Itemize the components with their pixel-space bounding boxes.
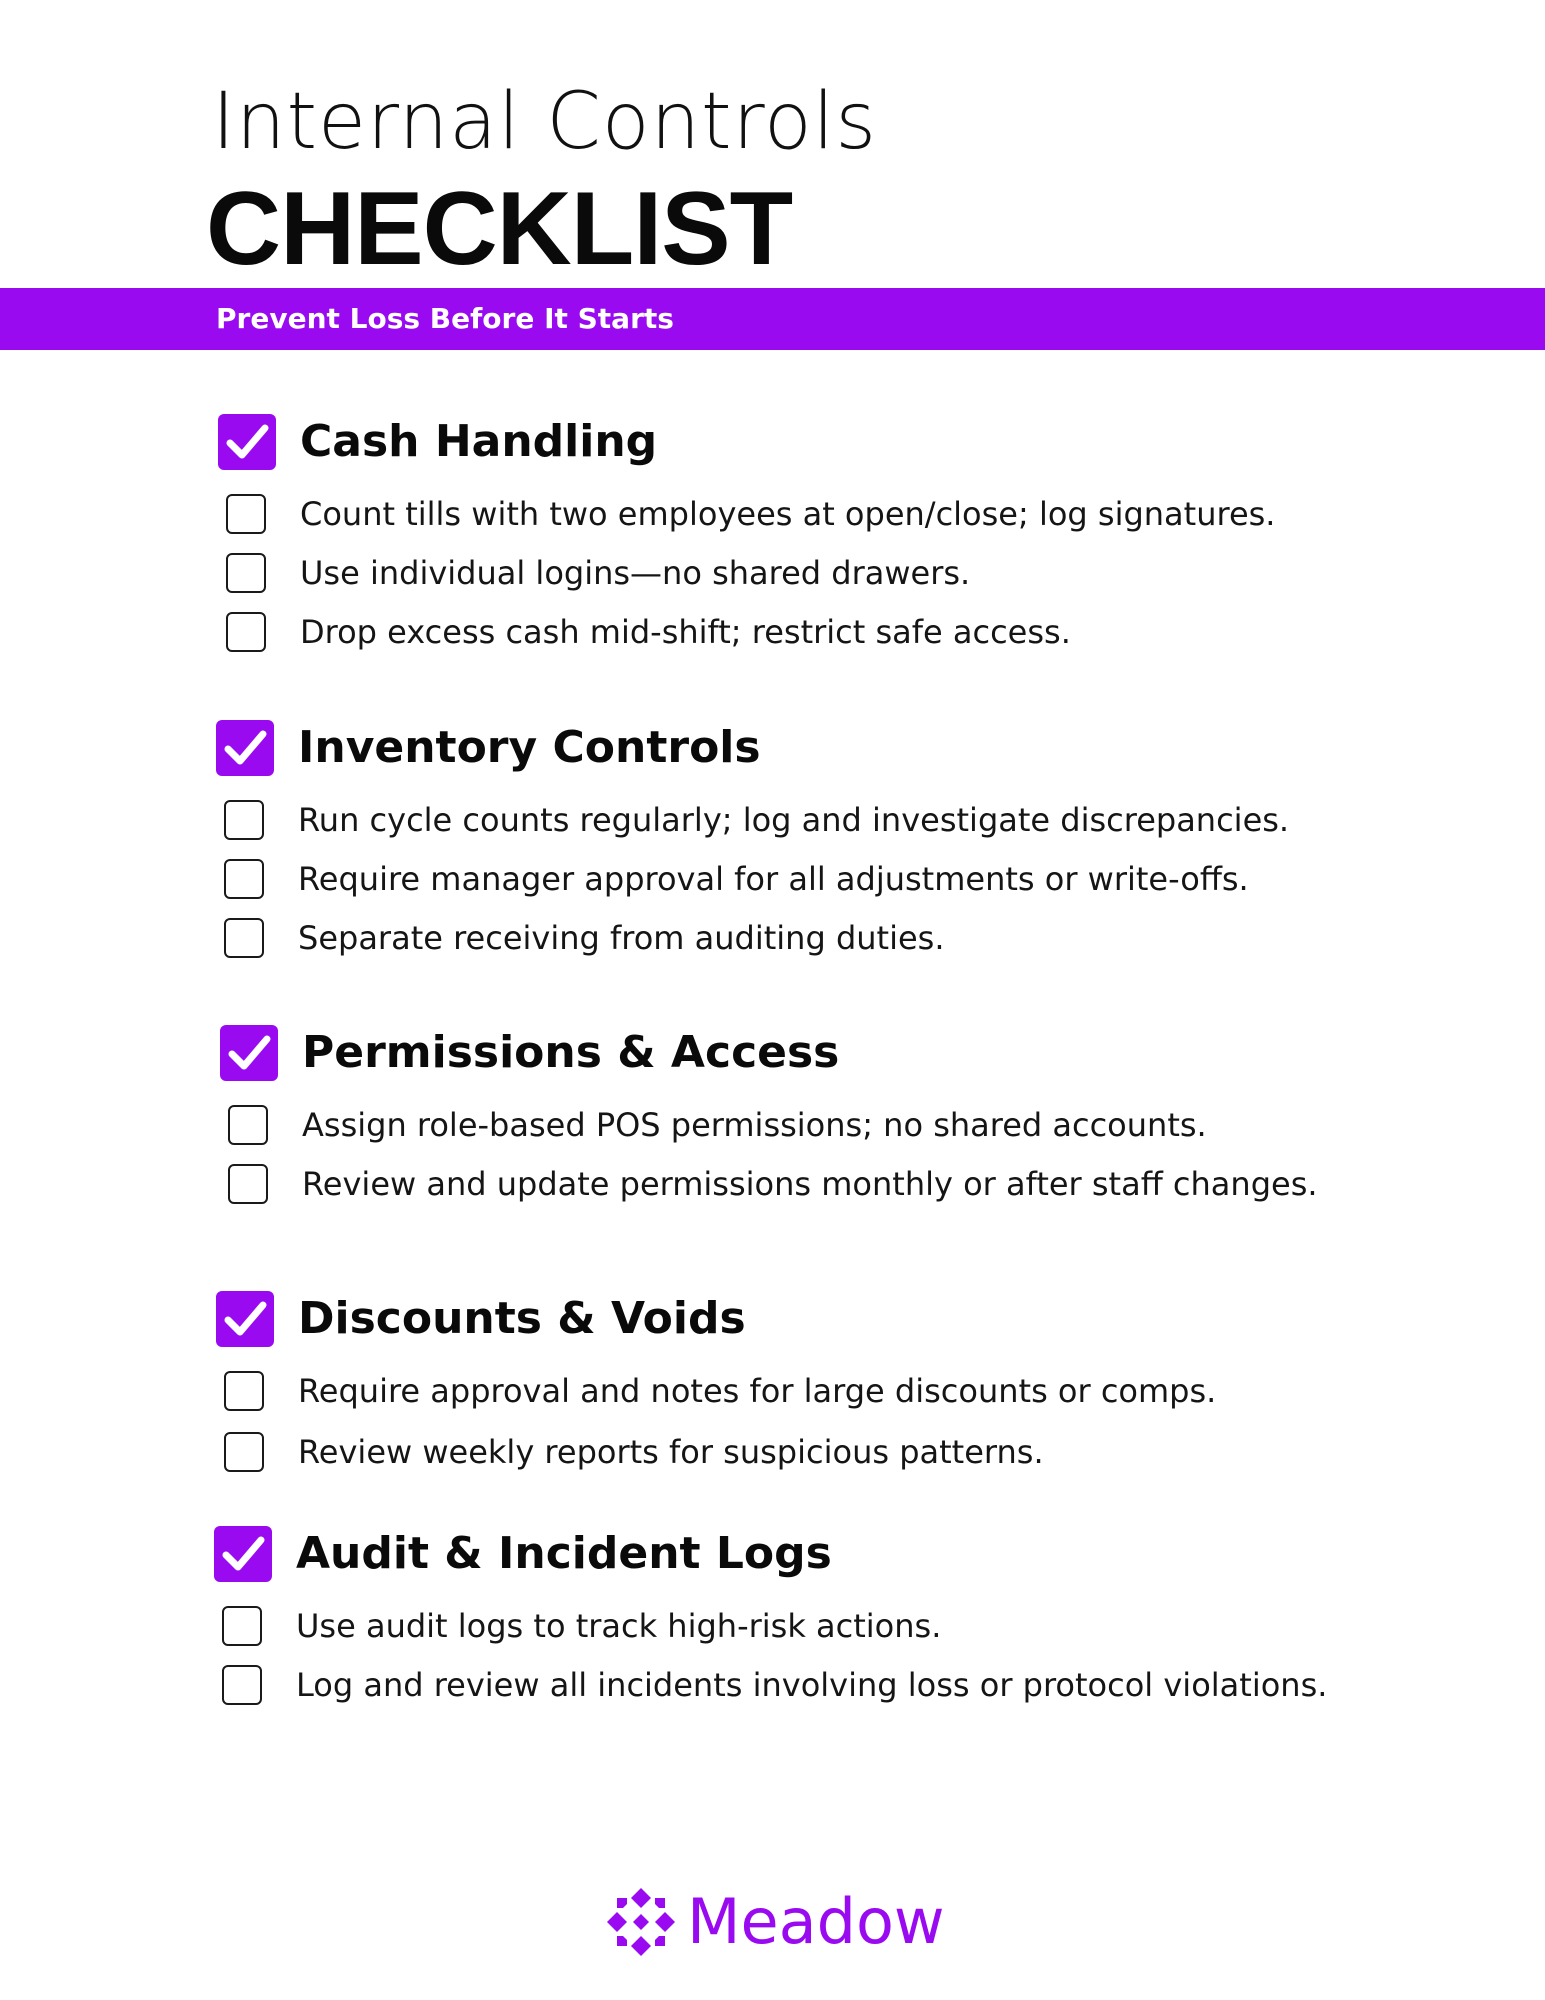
checklist-item [214, 1604, 1545, 1650]
meadow-logo-icon [603, 1884, 679, 1960]
tagline-banner [0, 288, 1545, 350]
checkbox[interactable] [222, 1665, 262, 1705]
checked-checkbox-icon[interactable] [218, 414, 276, 470]
section-title: Inventory Controls [298, 722, 761, 773]
checkbox[interactable] [226, 612, 266, 652]
brand-name: Meadow [687, 1885, 945, 1958]
checklist-item [216, 916, 1545, 962]
checklist-item-text: Run cycle counts regularly; log and investigate discrepancies. [298, 801, 1290, 839]
checked-checkbox-icon[interactable] [216, 1291, 274, 1347]
section-header [214, 1526, 1545, 1586]
page-title: CHECKLIST [206, 171, 793, 287]
checkbox[interactable] [226, 494, 266, 534]
checklist-item-text: Separate receiving from auditing duties. [298, 919, 945, 957]
checklist-item [216, 857, 1545, 903]
checkbox[interactable] [224, 1371, 264, 1411]
checklist-item-text: Count tills with two employees at open/close; log signatures. [300, 495, 1276, 533]
checkbox[interactable] [224, 918, 264, 958]
checklist-item [216, 1369, 1545, 1415]
checklist-item [220, 1162, 1545, 1208]
checkbox[interactable] [224, 800, 264, 840]
section-title: Permissions & Access [302, 1027, 840, 1078]
section-header [218, 414, 1545, 474]
checklist-item-text: Review and update permissions monthly or after staff changes. [302, 1165, 1318, 1203]
checked-checkbox-icon[interactable] [220, 1025, 278, 1081]
checklist-item [216, 798, 1545, 844]
section-title: Discounts & Voids [298, 1293, 746, 1344]
checkbox[interactable] [224, 859, 264, 899]
checklist-item-text: Log and review all incidents involving loss or protocol violations. [296, 1666, 1328, 1704]
checkbox[interactable] [222, 1606, 262, 1646]
checklist-item [218, 610, 1545, 656]
checkbox[interactable] [228, 1164, 268, 1204]
checklist-item-text: Use individual logins—no shared drawers. [300, 554, 971, 592]
checklist-item [218, 492, 1545, 538]
section-header [216, 720, 1545, 780]
section-header [220, 1025, 1545, 1085]
checkbox[interactable] [224, 1432, 264, 1472]
checklist-item [220, 1103, 1545, 1149]
meadow-logo [603, 1884, 963, 1960]
checklist-item [214, 1663, 1545, 1709]
section-title: Cash Handling [300, 416, 658, 467]
tagline-text: Prevent Loss Before It Starts [216, 302, 674, 335]
checkbox[interactable] [226, 553, 266, 593]
checklist-item [218, 551, 1545, 597]
checked-checkbox-icon[interactable] [216, 720, 274, 776]
checklist-item-text: Assign role-based POS permissions; no shared accounts. [302, 1106, 1207, 1144]
checked-checkbox-icon[interactable] [214, 1526, 272, 1582]
checklist-item-text: Review weekly reports for suspicious patterns. [298, 1433, 1044, 1471]
section-title: Audit & Incident Logs [296, 1528, 832, 1579]
checklist-item-text: Drop excess cash mid-shift; restrict safe access. [300, 613, 1071, 651]
title-line-1: Internal Controls [212, 77, 877, 167]
checklist-item-text: Require approval and notes for large discounts or comps. [298, 1372, 1217, 1410]
checklist-item [216, 1430, 1545, 1476]
checklist-item-text: Require manager approval for all adjustments or write-offs. [298, 860, 1249, 898]
section-header [216, 1291, 1545, 1351]
checkbox[interactable] [228, 1105, 268, 1145]
checklist-item-text: Use audit logs to track high-risk actions. [296, 1607, 942, 1645]
